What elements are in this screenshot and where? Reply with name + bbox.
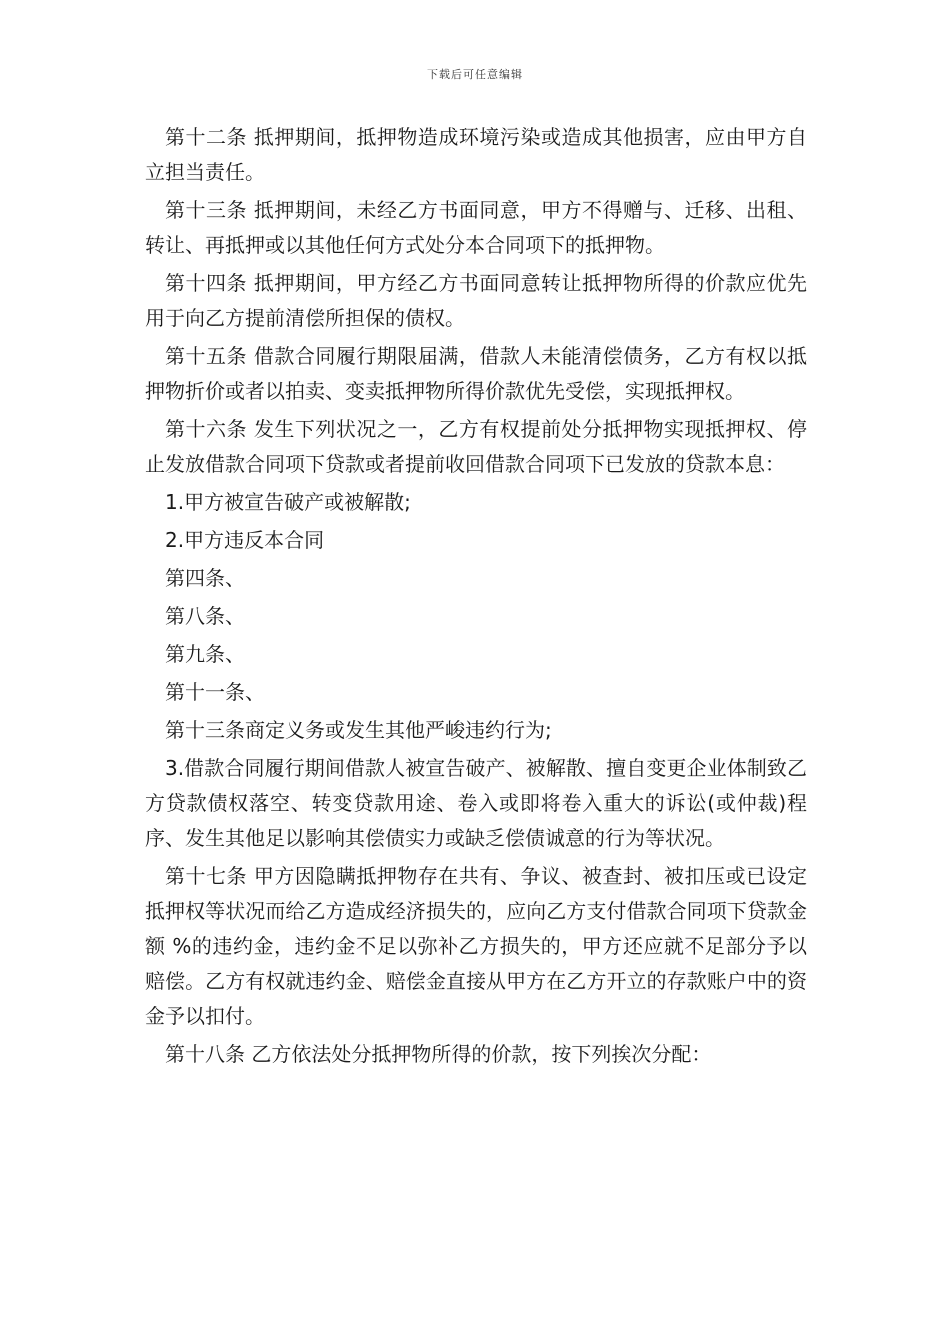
page-header: 下载后可任意编辑: [427, 68, 523, 81]
list-item-3: 3.借款合同履行期间借款人被宣告破产、被解散、擅自变更企业体制致乙方贷款债权落空、转变贷款用途、卷入或即将卷入重大的诉讼(或仲裁)程序、发生其他足以影响其偿债实力或缺乏偿债诚意的行为等状况。: [145, 756, 807, 850]
list-item-2-ref-4: 第四条、: [165, 566, 245, 590]
list-item-2: 2.甲方违反本合同: [165, 528, 325, 552]
list-item-2-ref-9: 第九条、: [165, 642, 245, 666]
paragraph-article-15: 第十五条 借款合同履行期限届满，借款人未能清偿债务，乙方有权以抵押物折价或者以拍卖、变卖抵押物所得价款优先受偿，实现抵押权。: [145, 344, 807, 403]
paragraph-article-13: 第十三条 抵押期间，未经乙方书面同意，甲方不得赠与、迁移、出租、转让、再抵押或以其他任何方式处分本合同项下的抵押物。: [145, 198, 807, 257]
list-item-2-ref-13: 第十三条商定义务或发生其他严峻违约行为;: [165, 718, 552, 742]
paragraph-article-16: 第十六条 发生下列状况之一，乙方有权提前处分抵押物实现抵押权、停止发放借款合同项下贷款或者提前收回借款合同项下已发放的贷款本息：: [145, 417, 807, 476]
list-item-2-ref-11: 第十一条、: [165, 680, 265, 704]
paragraph-article-17: 第十七条 甲方因隐瞒抵押物存在共有、争议、被查封、被扣压或已设定抵押权等状况而给乙方造成经济损失的，应向乙方支付借款合同项下贷款金额 %的违约金，违约金不足以弥补乙方损失的，甲方还应就不足部分予以赔偿。乙方有权就违约金、赔偿金直接从甲方在乙方开立的存款账户中的资金予以扣付。: [145, 864, 807, 1028]
paragraph-article-18: 第十八条 乙方依法处分抵押物所得的价款，按下列挨次分配：: [165, 1042, 712, 1066]
list-item-1: 1.甲方被宣告破产或被解散;: [165, 490, 411, 514]
paragraph-article-14: 第十四条 抵押期间，甲方经乙方书面同意转让抵押物所得的价款应优先用于向乙方提前清偿所担保的债权。: [145, 271, 807, 330]
document-body: [145, 120, 807, 1072]
list-item-2-ref-8: 第八条、: [165, 604, 245, 628]
paragraph-article-12: 第十二条 抵押期间，抵押物造成环境污染或造成其他损害，应由甲方自立担当责任。: [145, 125, 807, 184]
